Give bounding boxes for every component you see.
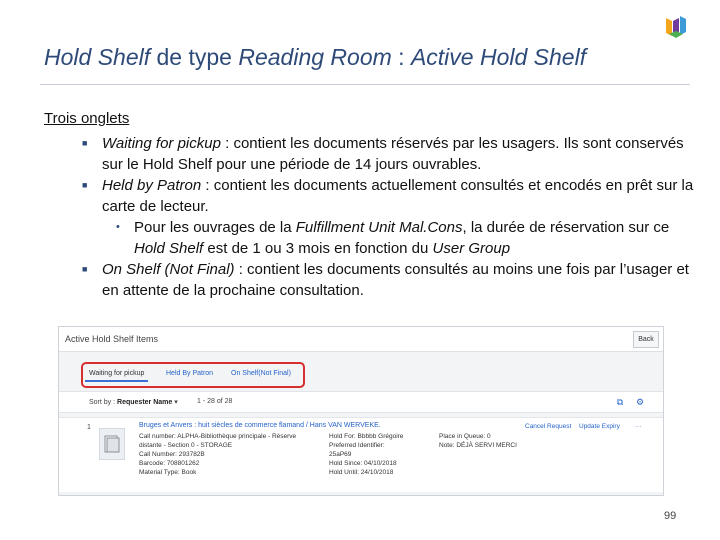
bullet-text: : contient les documents consultés au moins une fois par l’usager et en attente de la prochaine consultation.: [102, 261, 689, 299]
title-part-1: Hold Shelf: [44, 44, 151, 70]
bullet-term: Waiting for pickup: [102, 135, 221, 152]
detail-line: Hold Until: 24/10/2018: [329, 469, 394, 476]
queue-column: [439, 432, 517, 450]
screenshot-page-title: Active Hold Shelf Items: [65, 334, 159, 344]
slide-body: [44, 108, 694, 301]
chevron-down-icon: ▾: [174, 399, 178, 406]
item-details-column: [139, 432, 296, 477]
slide-title: [44, 44, 586, 71]
detail-line: Place in Queue: 0: [439, 433, 491, 440]
detail-line: Note: DÉJÀ SERVI MERCI: [439, 442, 517, 449]
detail-line: distante - Section 0 - STORAGE: [139, 442, 233, 449]
detail-line: Call number: ALPHA-Bibliothèque principale - Réserve: [139, 433, 297, 440]
square-bullet-icon: ■: [82, 264, 88, 274]
title-part-5: Active Hold Shelf: [410, 44, 587, 70]
bullet-text: : contient les documents actuellement consultés et encodés en prêt sur la carte de lecteur.: [102, 177, 694, 215]
dot-bullet-icon: •: [116, 221, 120, 233]
page-number: 99: [664, 510, 677, 522]
intro-heading: Trois onglets: [44, 110, 130, 127]
tab-waiting-for-pickup[interactable]: Waiting for pickup: [85, 368, 148, 382]
detail-line: Call Number: 293782B: [139, 451, 205, 458]
hold-details-column: [329, 432, 403, 477]
bullet-held-by-patron: [44, 175, 694, 217]
sub-text-2: Fulfillment Unit Mal.Cons: [295, 219, 463, 236]
back-button[interactable]: Back: [633, 331, 659, 348]
sub-text-3: , la durée de réservation sur ce: [462, 219, 670, 236]
bullet-term: On Shelf (Not Final): [102, 261, 235, 278]
settings-gear-icon[interactable]: ⚙: [635, 397, 645, 407]
sub-text-4: Hold Shelf: [134, 240, 204, 257]
title-part-2: de type: [150, 44, 239, 70]
detail-line: Hold For: Bbbbb Grégoire: [329, 433, 404, 440]
bullet-term: Held by Patron: [102, 177, 202, 194]
detail-line: Barcode: 708801262: [139, 460, 200, 467]
bullet-on-shelf: [44, 259, 694, 301]
square-bullet-icon: ■: [82, 138, 88, 148]
sub-text-1: Pour les ouvrages de la: [134, 219, 296, 236]
tab-held-by-patron[interactable]: Held By Patron: [166, 370, 214, 377]
title-part-4: :: [391, 44, 411, 70]
table-row: [59, 417, 663, 492]
title-part-3: Reading Room: [238, 44, 392, 70]
item-title-link[interactable]: Bruges et Anvers : huit siècles de commerce flamand / Hans VAN WERVEKE.: [139, 422, 381, 429]
row-number: 1: [87, 424, 91, 431]
sub-text-6: User Group: [432, 240, 511, 257]
cancel-request-button[interactable]: Cancel Request: [525, 423, 572, 430]
bullet-waiting-for-pickup: [44, 133, 694, 175]
export-icon[interactable]: ⧉: [616, 397, 624, 407]
hold-shelf-screenshot: [58, 326, 664, 496]
sort-prefix: Sort by :: [89, 399, 116, 406]
sort-value: Requester Name: [117, 399, 173, 406]
sub-bullet-fulfillment-unit: [44, 217, 694, 259]
square-bullet-icon: ■: [82, 180, 88, 190]
detail-line: Preferred Identifier:: [329, 442, 385, 449]
update-expiry-button[interactable]: Update Expiry: [579, 423, 620, 430]
bullet-text: : contient les documents réservés par les usagers. Ils sont conservés sur le Hold Shelf pour une période de 14 jours ouvrables.: [102, 135, 684, 173]
more-actions-button[interactable]: ···: [635, 423, 642, 430]
detail-line: Hold Since: 04/10/2018: [329, 460, 397, 467]
institution-logo-icon: [664, 14, 688, 40]
title-divider: [40, 84, 690, 85]
tab-on-shelf-not-final[interactable]: On Shelf(Not Final): [231, 370, 291, 377]
sort-control[interactable]: [89, 398, 178, 406]
detail-line: 25aP69: [329, 451, 352, 458]
book-thumbnail-icon: [99, 428, 125, 460]
detail-line: Material Type: Book: [139, 469, 197, 476]
result-count: 1 - 28 of 28: [197, 398, 233, 405]
screenshot-header: [59, 327, 663, 352]
list-toolbar: [59, 391, 663, 413]
sub-text-5: est de 1 ou 3 mois en fonction du: [203, 240, 433, 257]
